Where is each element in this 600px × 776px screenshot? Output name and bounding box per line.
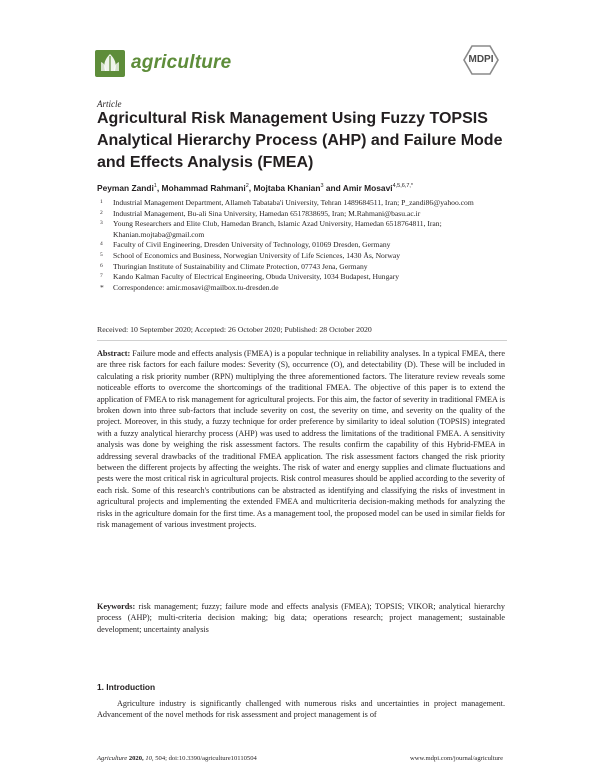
- author-separator: ,: [248, 183, 254, 193]
- affiliation-number: 3: [100, 220, 103, 227]
- author-affil-sup: 3: [320, 183, 324, 190]
- author-name[interactable]: Peyman Zandi: [97, 183, 154, 193]
- affiliation-text: Industrial Management Department, Allameh Tabataba'i University, Tehran 1489684511, Iran; P_zandi86@yahoo.com: [113, 198, 474, 207]
- affiliation-number: 7: [100, 273, 103, 280]
- author-name[interactable]: Mohammad Rahmani: [161, 183, 246, 193]
- keywords: [97, 601, 505, 635]
- article-title: Agricultural Risk Management Using Fuzzy TOPSIS Analytical Hierarchy Process (AHP) and Failure Mode and Effects Analysis (FMEA): [97, 110, 503, 171]
- footer-doi[interactable]: 504; doi:10.3390/agriculture10110504: [155, 755, 257, 762]
- affiliation-item: [97, 251, 507, 262]
- affiliation-number: 2: [100, 209, 103, 216]
- citation-footer: [97, 755, 257, 762]
- author-name[interactable]: Amir Mosavi: [342, 183, 393, 193]
- correspondence-text[interactable]: Correspondence: amir.mosavi@mailbox.tu-dresden.de: [113, 282, 279, 292]
- correspondence-mark: *: [100, 282, 104, 292]
- author-name[interactable]: Mojtaba Khanian: [253, 183, 321, 193]
- author-affil-sup: 4,5,6,7,*: [392, 183, 414, 190]
- affiliation-text: Young Researchers and Elite Club, Hamedan Branch, Islamic Azad University, Hamedan 6518764811, Iran; Khanian.mojtaba@gmail.com: [113, 219, 442, 239]
- journal-url[interactable]: www.mdpi.com/journal/agriculture: [410, 755, 503, 762]
- affiliation-list: [97, 198, 507, 293]
- abstract-label: Abstract:: [97, 349, 131, 358]
- affiliation-item: [97, 272, 507, 283]
- keywords-text: risk management; fuzzy; failure mode and effects analysis (FMEA); TOPSIS; VIKOR; analytical hierarchy process (AHP); multi-criteria decision making; big data; operations research; project management; sustainable development; uncertainty analysis: [97, 602, 505, 634]
- affiliation-text: Thuringian Institute of Sustainability and Climate Protection, 07743 Jena, Germany: [113, 261, 368, 271]
- section-paragraph: Agriculture industry is significantly challenged with numerous risks and uncertainties in project management. Advancement of the novel methods for risk assessment and project management is of: [97, 699, 505, 720]
- author-affil-sup: 1: [153, 183, 157, 190]
- affiliation-number: 4: [100, 241, 103, 248]
- affiliation-item: [97, 262, 507, 273]
- section-heading: 1. Introduction: [97, 682, 156, 692]
- affiliation-item: [97, 219, 507, 240]
- divider: [97, 340, 507, 341]
- abstract-text: Failure mode and effects analysis (FMEA) is a popular technique in reliability analyses. In a typical FMEA, there are three risk factors for each failure modes: Severity (S), occurrence (O), and detectability (D). These will be included in calculating a risk priority number (RPN) multiplying the three aforementioned factors. The literature review reveals some noticeable efforts to overcome the shortcomings of the traditional FMEA. The objective of this paper is to extend the application of FMEA to risk management for agricultural projects. For this aim, the factor of severity in traditional FMEA is broken down into three sub-factors that include severity on cost, the severity on time, and severity on the quality of the project. Moreover, in this study, a fuzzy technique for order preference by similarity to ideal solution (TOPSIS) integrated with a fuzzy analytical hierarchy process (AHP) was used to address the limitations of the traditional FMEA. A sensitivity analysis was done by weighing the risk assessment factors. The results confirm the capability of this Hybrid-FMEA in addressing several drawbacks of the traditional FMEA application. The risk assessment factors changed the risk priority between the different projects by affecting the weights. The risk of water and energy supplies and climate fluctuations and pests were the most critical risk in agricultural projects. Risk control measures should be applied according to the severity of each risk. Some of this research's contributions can be abstracted as identifying and classifying the risks of investment in agricultural projects and implementing the extended FMEA and multicriteria decision-making methods for analyzing the risks in the agriculture domain for the first time. As a management tool, the proposed model can be used in similar fields for risk management of various investment projects.: [97, 349, 505, 530]
- affiliation-number: 6: [100, 262, 103, 269]
- abstract: [97, 348, 505, 531]
- publication-dates: Received: 10 September 2020; Accepted: 26 October 2020; Published: 28 October 2020: [97, 325, 372, 334]
- affiliation-text: Kando Kalman Faculty of Electrical Engineering, Obuda University, 1034 Budapest, Hungary: [113, 272, 400, 282]
- author-list: [97, 183, 517, 193]
- affiliation-item: [97, 198, 507, 209]
- affiliation-text: Faculty of Civil Engineering, Dresden University of Technology, 01069 Dresden, Germany: [113, 240, 391, 250]
- keywords-label: Keywords:: [97, 602, 136, 611]
- affiliation-number: 1: [100, 199, 103, 205]
- journal-name[interactable]: agriculture: [131, 52, 232, 73]
- affiliation-text: School of Economics and Business, Norwegian University of Life Sciences, 1430 Ås, Norway: [113, 250, 401, 260]
- footer-year: 2020,: [128, 755, 144, 762]
- author-separator: and: [323, 183, 343, 193]
- affiliation-number: 5: [100, 251, 103, 258]
- affiliation-item: [97, 209, 507, 220]
- affiliation-text: Industrial Management, Bu-ali Sina University, Hamedan 6517838695, Iran; M.Rahmani@basu.ac.ir: [113, 208, 421, 218]
- article-type: Article: [97, 99, 122, 109]
- footer-journal: Agriculture: [97, 755, 128, 762]
- publisher-logo[interactable]: MDPI: [468, 54, 494, 65]
- author-separator: ,: [156, 183, 162, 193]
- correspondence-item: [97, 283, 507, 294]
- journal-logo-icon: [95, 50, 125, 77]
- affiliation-item: [97, 240, 507, 251]
- footer-volume: 10,: [145, 755, 154, 762]
- author-affil-sup: 2: [245, 183, 249, 190]
